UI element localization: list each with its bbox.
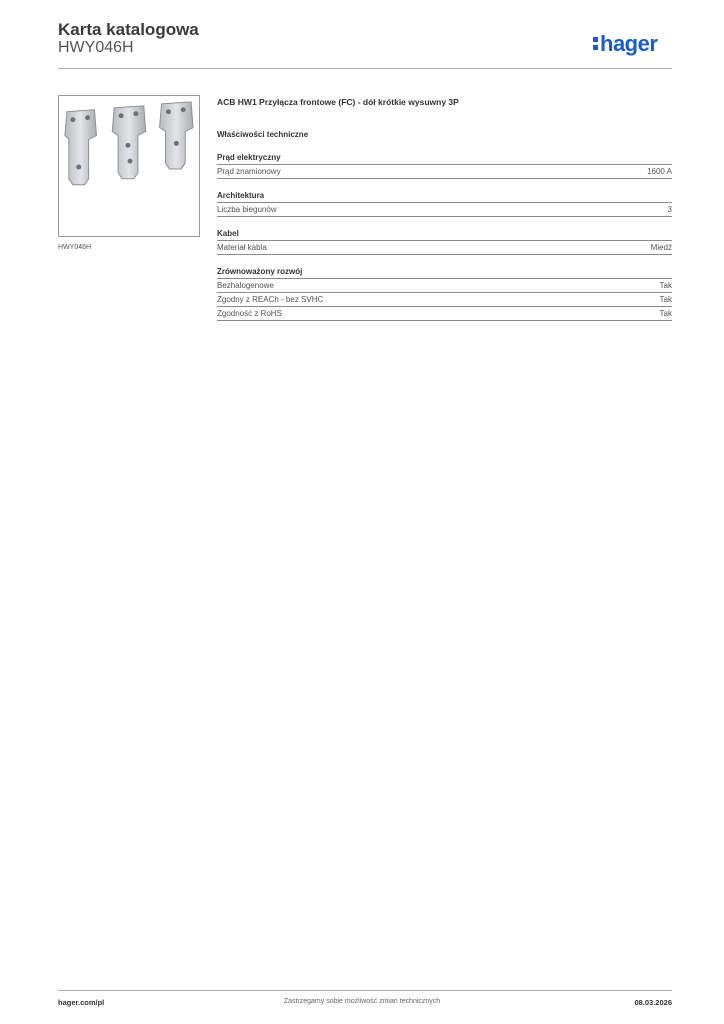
spec-label: Bezhalogenowe: [217, 281, 274, 290]
header-divider: [58, 68, 672, 69]
spec-group-heading: Zrównoważony rozwój: [217, 266, 672, 279]
spec-label: Prąd znamionowy: [217, 167, 281, 176]
spec-row: [217, 203, 672, 217]
spec-label: Materiał kabla: [217, 243, 267, 252]
spec-value: Miedź: [650, 243, 672, 252]
spec-group-heading: Architektura: [217, 190, 672, 203]
spec-row: [217, 293, 672, 307]
product-image: [58, 95, 200, 237]
spec-row: [217, 165, 672, 179]
logo-dot-bottom: [593, 45, 598, 50]
spec-group-heading: Kabel: [217, 228, 672, 241]
connector-3: [160, 102, 194, 169]
logo-dot-top: [593, 37, 598, 42]
spec-label: Zgodny z REACh - bez SVHC: [217, 295, 324, 304]
spec-row: [217, 279, 672, 293]
spec-row: [217, 241, 672, 255]
spec-value: Tak: [659, 295, 672, 304]
footer-disclaimer: Zastrzegamy sobie możliwość zmian technicznych: [283, 998, 441, 1005]
spec-group-sustainability: [217, 266, 672, 321]
spec-label: Liczba biegunów: [217, 205, 277, 214]
spec-value: Tak: [659, 281, 672, 290]
hager-logo: [592, 27, 674, 59]
footer-date: 08.03.2026: [634, 998, 672, 1007]
terminal-connectors-image: [59, 96, 199, 236]
spec-group-electrical: [217, 152, 672, 179]
logo-text: hager: [600, 31, 658, 56]
spec-group-heading: Prąd elektryczny: [217, 152, 672, 165]
spec-group-architecture: [217, 190, 672, 217]
connector-2: [112, 106, 146, 179]
spec-value: 3: [667, 205, 672, 214]
connector-1: [65, 110, 97, 185]
spec-label: Zgodność z RoHS: [217, 309, 282, 318]
spec-value: 1600 A: [647, 167, 672, 176]
spec-group-cable: [217, 228, 672, 255]
spec-row: [217, 307, 672, 321]
footer-divider: [58, 990, 672, 991]
website-link[interactable]: hager.com/pl: [58, 998, 105, 1007]
product-title: ACB HW1 Przyłącza frontowe (FC) - dół krótkie wysuwny 3P: [217, 97, 459, 107]
document-title: Karta katalogowa: [58, 20, 199, 39]
spec-value: Tak: [659, 309, 672, 318]
product-details: [217, 95, 672, 321]
image-caption: HWY046H: [58, 244, 92, 251]
specs-section-title: Właściwości techniczne: [217, 130, 309, 139]
product-code: HWY046H: [58, 39, 134, 56]
